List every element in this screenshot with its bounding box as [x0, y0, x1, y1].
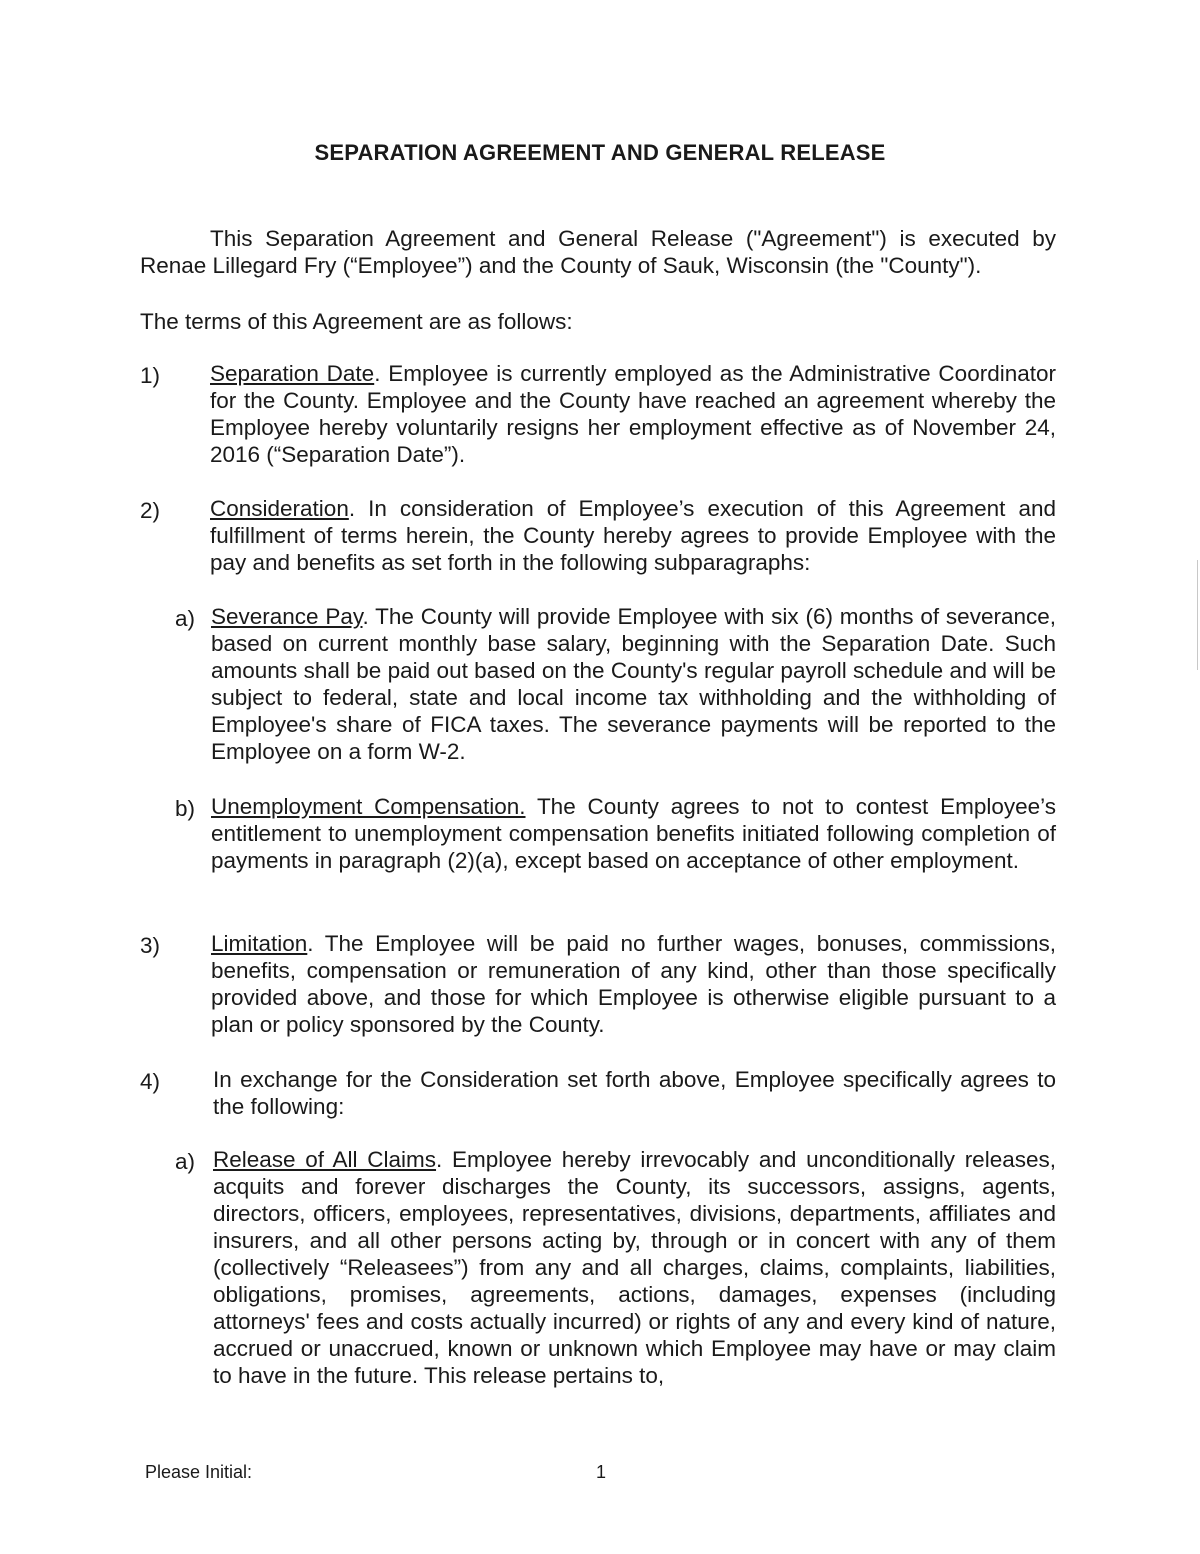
section-2b-heading: Unemployment Compensation. — [211, 794, 526, 819]
section-4a-letter: a) — [175, 1149, 196, 1174]
section-4-text: In exchange for the Consideration set forth above, Employee specifically agrees to the following: — [213, 1067, 1056, 1119]
section-2a-heading: Severance Pay — [211, 604, 363, 629]
initial-label: Please Initial: — [145, 1462, 253, 1482]
section-2-text: . In consideration of Employee’s execution of this Agreement and fulfillment of terms herein, the County hereby agrees to provide Employee with the pay and benefits as set forth in the following subparagraphs: — [210, 496, 1056, 575]
scan-edge-line — [1197, 560, 1198, 670]
section-1-number: 1) — [140, 363, 161, 388]
page-number: 1 — [596, 1462, 607, 1482]
section-2-heading: Consideration — [210, 496, 349, 521]
section-2-number: 2) — [140, 498, 161, 523]
section-2a — [211, 603, 1056, 765]
section-2 — [210, 495, 1056, 576]
section-4a — [213, 1146, 1056, 1389]
terms-lead: The terms of this Agreement are as follows: — [140, 309, 573, 334]
section-3 — [211, 930, 1056, 1038]
section-3-text: . The Employee will be paid no further wages, bonuses, commissions, benefits, compensation or remuneration of any kind, other than those specifically provided above, and those for which Employee is otherwise eligible pursuant to a plan or policy sponsored by the County. — [211, 931, 1056, 1037]
section-2b — [211, 793, 1056, 874]
section-2b-text: The County agrees to not to contest Employee’s entitlement to unemployment compensation benefits initiated following completion of payments in paragraph (2)(a), except based on acceptance of other employment. — [211, 794, 1056, 873]
section-4-number: 4) — [140, 1069, 161, 1094]
document-title: SEPARATION AGREEMENT AND GENERAL RELEASE — [314, 140, 886, 165]
section-4a-heading: Release of All Claims — [213, 1147, 437, 1172]
intro-paragraph: This Separation Agreement and General Release ("Agreement") is executed by Renae Lillegard Fry (“Employee”) and the County of Sauk, Wisconsin (the "County"). — [140, 226, 1056, 278]
section-2b-letter: b) — [175, 796, 196, 821]
section-1 — [210, 360, 1056, 468]
section-3-heading: Limitation — [211, 931, 308, 956]
section-4a-text: . Employee hereby irrevocably and unconditionally releases, acquits and forever discharges the County, its successors, assigns, agents, directors, officers, employees, representatives, divisions, departments, affiliates and insurers, and all other persons acting by, through or in concert with any of them (collectively “Releasees”) from any and all charges, claims, complaints, liabilities, obligations, promises, agreements, actions, damages, expenses (including attorneys' fees and costs actually incurred) or rights of any and every kind of nature, accrued or unaccrued, known or unknown which Employee may have or may claim to have in the future. This release pertains to, — [213, 1147, 1056, 1388]
section-4 — [213, 1066, 1056, 1120]
section-2a-letter: a) — [175, 606, 196, 631]
section-1-text: . Employee is currently employed as the Administrative Coordinator for the County. Employee and the County have reached an agreement whereby the Employee hereby voluntarily resigns her employment effective as of November 24, 2016 (“Separation Date”). — [210, 361, 1056, 467]
section-2a-text: . The County will provide Employee with six (6) months of severance, based on current monthly base salary, beginning with the Separation Date. Such amounts shall be paid out based on the County's regular payroll schedule and will be subject to federal, state and local income tax withholding and the withholding of Employee's share of FICA taxes. The severance payments will be reported to the Employee on a form W-2. — [211, 604, 1056, 764]
section-1-heading: Separation Date — [210, 361, 375, 386]
section-3-number: 3) — [140, 933, 161, 958]
